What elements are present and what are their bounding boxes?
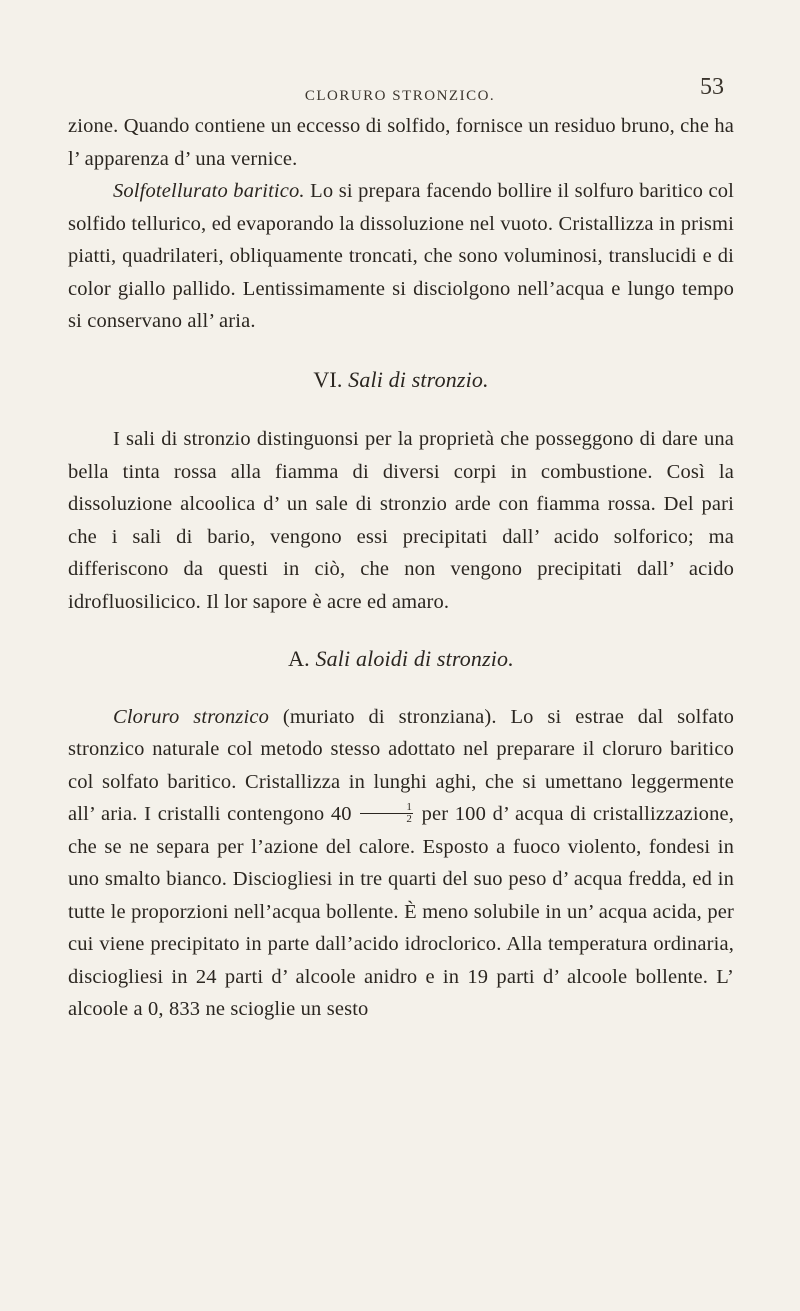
subsection-title: Sali aloidi di stronzio. bbox=[315, 646, 514, 671]
subsection-letter: A. bbox=[288, 646, 310, 671]
page-number: 53 bbox=[700, 74, 724, 100]
paragraph-cloruro-part-two: per 100 d’ acqua di cristallizzazione, che se ne separa per l’azione del calore. Esposto a fuoco violento, fondesi in uno smalto bianco. Disciogliesi in tre quarti del suo peso d’ acqua fredda, ed in tutte le proporzioni nell’acqua bollente. È meno solubile in un’ acqua acida, per cui viene precipitato in parte dall’acido idroclorico. Alla temperatura ordinaria, disciogliesi in 24 parti d’ alcoole anidro e in 19 parti d’ alcoole bollente. L’ alcoole a 0, 833 ne scioglie un sesto bbox=[68, 803, 735, 1020]
fraction-denominator: 2 bbox=[406, 812, 412, 825]
term-cloruro-stronzico: Cloruro stronzico bbox=[113, 705, 269, 728]
paragraph-solfotellurato-body: Lo si prepara facendo bollire il solfuro baritico col solfido tellurico, ed evaporando la dissoluzione nel vuoto. Cristallizza in prismi piatti, quadrilateri, obliquamente troncati, che sono voluminosi, translucidi e di color giallo pallido. Lentissimamente si disciolgono nell’acqua e lungo tempo si conservano all’ aria. bbox=[68, 180, 734, 332]
main-text bbox=[68, 110, 734, 1026]
subsection-heading-a bbox=[68, 643, 734, 676]
paragraph-solfotellurato bbox=[68, 175, 734, 338]
section-heading-vi bbox=[68, 364, 734, 397]
paragraph-cloruro-part-one: (muriato di stronziana). Lo si estrae dal solfato stronzico naturale col metodo stesso adottato nel preparare il cloruro baritico col solfato baritico. Cristallizza in lunghi aghi, che si umettano leggermente all’ aria. I cristalli contengono 40 bbox=[68, 705, 735, 825]
section-number: VI. bbox=[313, 366, 343, 392]
fraction-numerator: 1 bbox=[360, 802, 413, 814]
term-solfotellurato-baritico: Solfotellurato baritico. bbox=[113, 180, 305, 202]
one-half-fraction bbox=[360, 802, 413, 825]
running-title: CLORURO STRONZICO. bbox=[304, 88, 496, 104]
section-title: Sali di stronzio. bbox=[348, 366, 489, 392]
paragraph-cloruro-stronzico bbox=[68, 701, 734, 1026]
paragraph-sali-stronzio: I sali di stronzio distinguonsi per la proprietà che posseggono di dare una bella tinta rossa alla fiamma di diversi corpi in combustione. Così la dissoluzione alcoolica d’ un sale di stronzio arde con fiamma rossa. Del pari che i sali di bario, vengono essi precipitati dall’ acido solforico; ma differiscono da questi in ciò, che non vengono precipitati dall’ acido idrofluosilicico. Il lor sapore è acre ed amaro. bbox=[68, 428, 734, 613]
paragraph-opening: zione. Quando contiene un eccesso di solfido, fornisce un residuo bruno, che ha l’ apparenza d’ una vernice. bbox=[68, 115, 734, 170]
